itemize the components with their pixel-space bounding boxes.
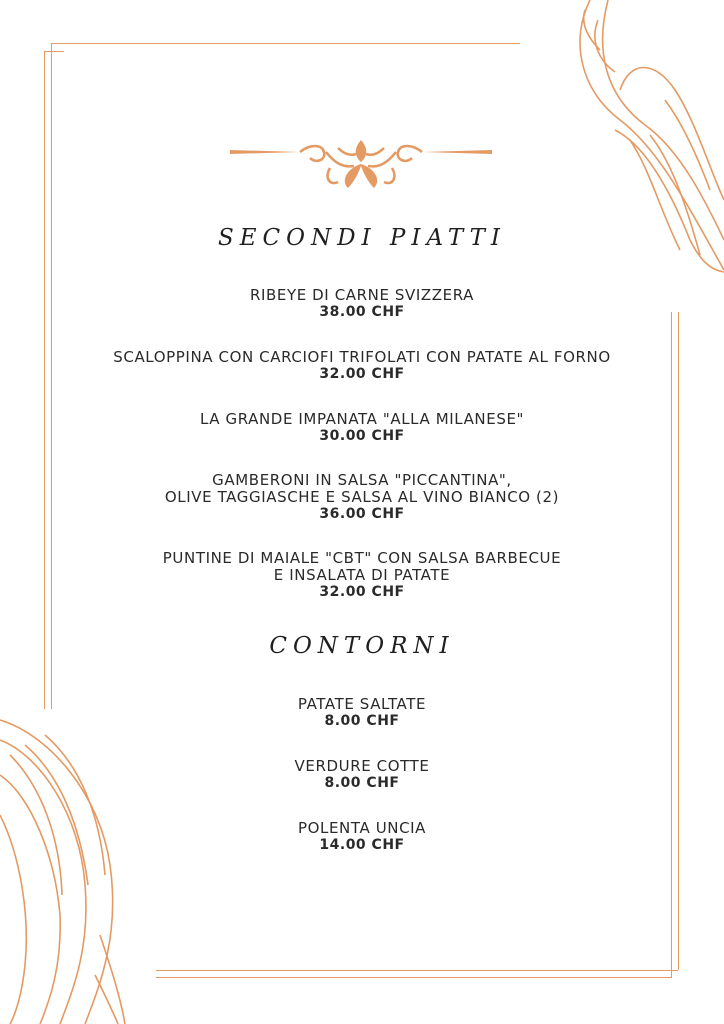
- menu-item: [0, 550, 724, 600]
- menu-item-name: GAMBERONI IN SALSA "PICCANTINA", OLIVE TAGGIASCHE E SALSA AL VINO BIANCO (2): [164, 471, 560, 506]
- menu-item: [0, 820, 724, 853]
- menu-item: [0, 472, 724, 522]
- menu-item: [0, 287, 724, 320]
- section-title-contorni: CONTORNI: [269, 633, 455, 659]
- menu-item-name: POLENTA UNCIA: [297, 819, 427, 837]
- section-title-secondi: SECONDI PIATTI: [217, 225, 507, 251]
- menu-item-price: 36.00 CHF: [319, 506, 405, 522]
- menu-item-price: 8.00 CHF: [324, 775, 400, 791]
- menu-item-name: RIBEYE DI CARNE SVIZZERA: [249, 286, 475, 304]
- menu-item: [0, 696, 724, 729]
- menu-item-price: 32.00 CHF: [319, 584, 405, 600]
- scroll-ornament-icon: [230, 138, 492, 192]
- menu-item: [0, 349, 724, 382]
- menu-item-name: PATATE SALTATE: [297, 695, 427, 713]
- menu-item-name: PUNTINE DI MAIALE "CBT" CON SALSA BARBECUE E INSALATA DI PATATE: [162, 549, 562, 584]
- menu-item-name: VERDURE COTTE: [294, 757, 430, 775]
- menu-item: [0, 758, 724, 791]
- menu-item-price: 38.00 CHF: [319, 304, 405, 320]
- menu-item-price: 30.00 CHF: [319, 428, 405, 444]
- menu-item-name: SCALOPPINA CON CARCIOFI TRIFOLATI CON PATATE AL FORNO: [113, 348, 611, 366]
- menu-item-price: 32.00 CHF: [319, 366, 405, 382]
- menu-item-name: LA GRANDE IMPANATA "ALLA MILANESE": [199, 410, 525, 428]
- menu-item-price: 14.00 CHF: [319, 837, 405, 853]
- menu-item-price: 8.00 CHF: [324, 713, 400, 729]
- menu-item: [0, 411, 724, 444]
